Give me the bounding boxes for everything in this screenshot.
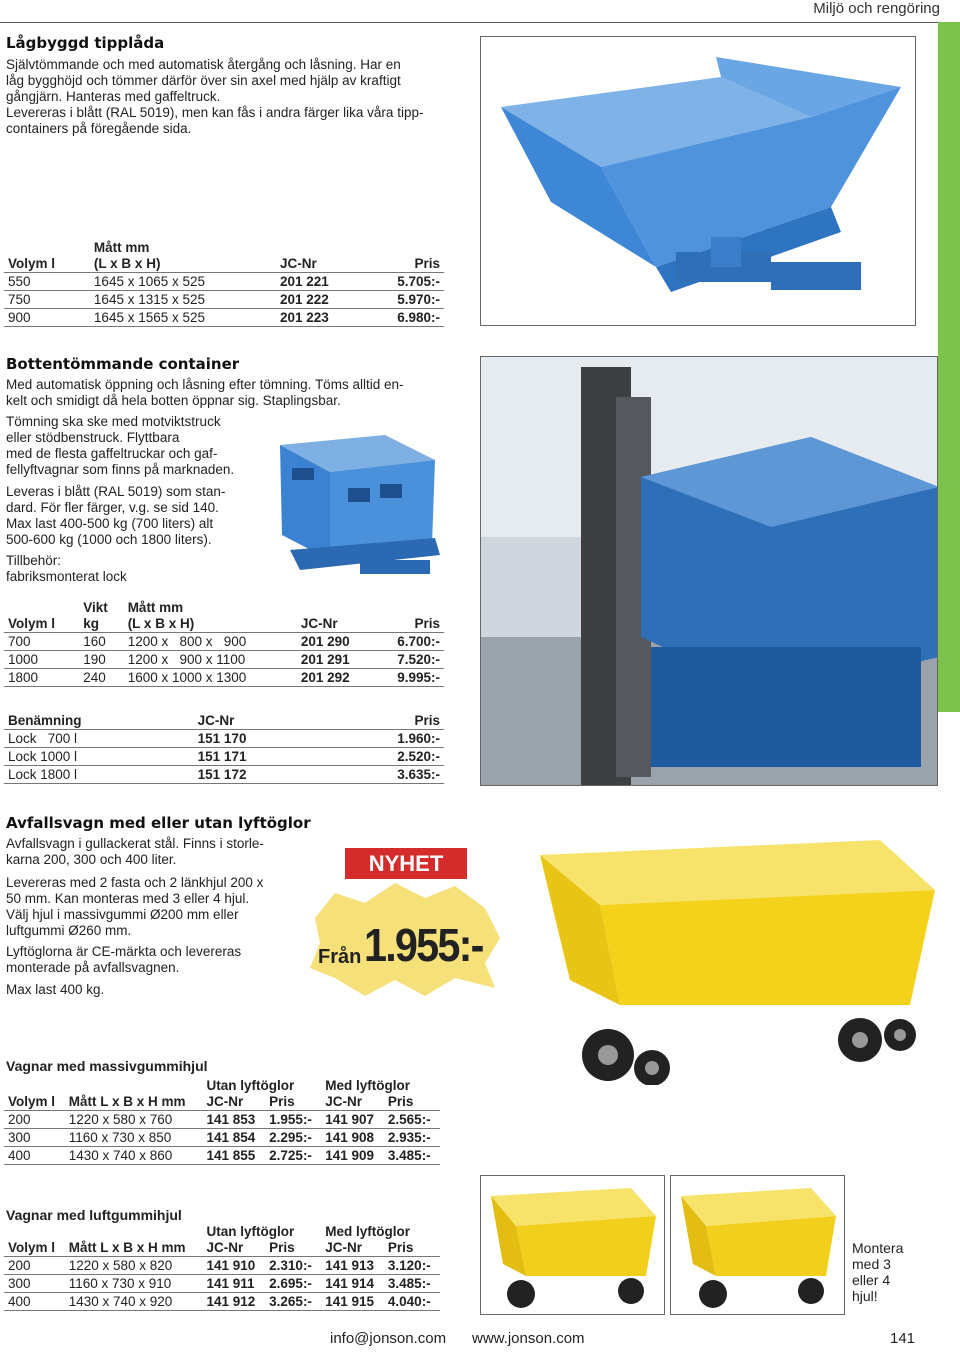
wagon-image [540,830,935,1085]
section-accent-bar [938,22,960,712]
container-title: Bottentömmande container [6,355,240,373]
cell: 300 [4,1129,65,1147]
text-line: karna 200, 300 och 400 liter. [6,852,177,867]
col-header: Pris [387,1094,414,1109]
text-line: Max last 400 kg. [6,982,105,997]
wagon-small-illustration [481,1176,665,1315]
cell: 151 172 [194,766,326,784]
cell: 2.725:- [265,1147,321,1165]
table-row [4,1111,440,1129]
table-row [4,669,444,687]
cell: 2.295:- [265,1129,321,1147]
table-row [4,730,444,748]
cell: 750 [4,291,90,309]
col-header: kg [83,616,99,631]
forklift-photo [480,356,938,786]
cell: 141 910 [202,1257,265,1275]
col-header: Mått mm [127,600,184,615]
cell: 201 221 [276,273,365,291]
wagon-paragraph-4 [6,982,284,998]
montera-note [852,1240,932,1304]
cell: 2.565:- [384,1111,440,1129]
tipbox-photo [480,36,916,326]
text-line: 500-600 kg (1000 och 1800 liters). [6,532,212,547]
text-line: Tillbehör: [6,553,62,568]
text-line: Med automatisk öppning och låsning efter tömning. Töms alltid en- [6,377,404,392]
col-header: Mått mm [93,240,150,255]
tipbox-illustration [481,37,916,326]
text-line: monterade på avfallsvagnen. [6,960,180,975]
cell: 2.695:- [265,1275,321,1293]
desc-line: containers på föregående sida. [6,121,192,136]
col-header: JC-Nr [197,713,235,728]
col-header: Pris [269,1240,295,1255]
cell: 141 909 [321,1147,384,1165]
col-header: Pris [269,1094,295,1109]
wagon-photo-small-2 [670,1175,845,1315]
cell: 141 912 [202,1293,265,1311]
wagon-title: Avfallsvagn med eller utan lyftöglor [6,814,311,832]
text-line: fabriksmonterat lock [6,569,127,584]
col-header: Volym l [8,1094,56,1109]
massiv-title: Vagnar med massivgummihjul [6,1058,208,1074]
cell: 3.265:- [265,1293,321,1311]
table-row [4,1275,440,1293]
cell: 141 913 [321,1257,384,1275]
cell: 7.520:- [375,651,444,669]
cell: 400 [4,1147,65,1165]
cell: 1200 x 800 x 900 [124,633,297,651]
lock-table [4,713,444,784]
table-row [4,1147,440,1165]
cell: 5.705:- [365,273,444,291]
cell: 141 914 [321,1275,384,1293]
cell: 1800 [4,669,79,687]
cell: 2.520:- [326,748,444,766]
text-line: luftgummi Ø260 mm. [6,923,132,938]
cell: 141 853 [202,1111,265,1129]
text-line: hjul! [852,1288,878,1304]
cell: 1160 x 730 x 850 [65,1129,203,1147]
table-row [4,633,444,651]
wagon-small-illustration [671,1176,845,1315]
col-header: Volym l [8,616,56,631]
forklift-illustration [481,357,938,786]
page-number: 141 [890,1330,916,1347]
cell: 1645 x 1565 x 525 [90,309,276,327]
group-header: Med lyftöglor [325,1224,410,1239]
tipbox-table [4,240,444,327]
text-line: eller 4 [852,1272,891,1288]
col-header: Pris [414,616,440,631]
cell: 141 908 [321,1129,384,1147]
group-header: Utan lyftöglor [206,1078,295,1093]
from-price: 1.955:- [364,919,483,971]
luft-title: Vagnar med luftgummihjul [6,1207,182,1223]
cell: 240 [79,669,123,687]
cell: 201 292 [297,669,375,687]
col-header: Pris [387,1240,414,1255]
desc-line: låg bygghöjd och tömmer därför över sin axel med hjälp av kraftigt [6,73,401,88]
table-row [4,1293,440,1311]
desc-line: Självtömmande och med automatisk återgång och låsning. Har en [6,57,401,72]
group-header: Med lyftöglor [325,1078,410,1093]
col-header: JC-Nr [300,616,338,631]
cell: 6.980:- [365,309,444,327]
cell: 1430 x 740 x 860 [65,1147,203,1165]
text-line: dard. För fler färger, v.g. se sid 140. [6,500,219,515]
container-illustration [260,420,450,590]
cell: 1600 x 1000 x 1300 [124,669,297,687]
cell: 1645 x 1065 x 525 [90,273,276,291]
cell: 1220 x 580 x 760 [65,1111,203,1129]
cell: 1160 x 730 x 910 [65,1275,203,1293]
desc-line: gångjärn. Hanteras med gaffeltruck. [6,89,221,104]
cell: Lock 700 l [4,730,194,748]
header-rule [0,22,938,23]
luft-table [4,1224,440,1311]
cell: 3.120:- [384,1257,440,1275]
wagon-paragraph-3 [6,944,284,976]
footer-email[interactable]: info@jonson.com [330,1330,447,1347]
container-paragraph-1 [6,377,446,409]
cell: 1000 [4,651,79,669]
cell: 5.970:- [365,291,444,309]
cell: 700 [4,633,79,651]
group-header: Utan lyftöglor [206,1224,295,1239]
cell: Lock 1000 l [4,748,194,766]
container-paragraph-3 [6,484,276,548]
col-header: Pris [414,713,440,728]
cell: 3.485:- [384,1147,440,1165]
massiv-table [4,1078,440,1165]
cell: 201 291 [297,651,375,669]
cell: 2.935:- [384,1129,440,1147]
table-row [4,766,444,784]
table-row [4,273,444,291]
cell: 151 171 [194,748,326,766]
container-paragraph-2 [6,414,276,478]
cell: 1645 x 1315 x 525 [90,291,276,309]
text-line: med 3 [852,1256,891,1272]
cell: 141 855 [202,1147,265,1165]
cell: 141 854 [202,1129,265,1147]
cell: 151 170 [194,730,326,748]
text-line: Tömning ska ske med motviktstruck [6,414,221,429]
text-line: med de flesta gaffeltruckar och gaf- [6,446,218,461]
col-header: JC-Nr [325,1240,362,1255]
cell: 4.040:- [384,1293,440,1311]
text-line: eller stödbenstruck. Flyttbara [6,430,180,445]
cell: 3.635:- [326,766,444,784]
col-header: JC-Nr [325,1094,362,1109]
col-header: JC-Nr [279,256,317,271]
footer-website[interactable]: www.jonson.com [472,1330,585,1347]
text-line: Avfallsvagn i gullackerat stål. Finns i storle- [6,836,264,851]
col-header: Volym l [8,256,56,271]
wagon-photo-small-1 [480,1175,665,1315]
col-header: Benämning [8,713,82,728]
cell: 6.700:- [375,633,444,651]
cell: 160 [79,633,123,651]
cell: 2.310:- [265,1257,321,1275]
cell: 1.960:- [326,730,444,748]
cell: 1220 x 580 x 820 [65,1257,203,1275]
cell: 1430 x 740 x 920 [65,1293,203,1311]
wagon-paragraph-2 [6,875,284,939]
col-header: (L x B x H) [127,616,195,631]
cell: 3.485:- [384,1275,440,1293]
desc-line: Levereras i blått (RAL 5019), men kan fås i andra färger lika våra tipp- [6,105,424,120]
col-header: JC-Nr [206,1094,244,1109]
table-row [4,309,444,327]
cell: 201 222 [276,291,365,309]
col-header: Mått L x B x H mm [68,1094,186,1109]
tipbox-title: Lågbyggd tipplåda [6,34,165,52]
cell: 141 911 [202,1275,265,1293]
section-header: Miljö och rengöring [813,0,940,17]
table-row [4,748,444,766]
text-line: Max last 400-500 kg (700 liters) alt [6,516,214,531]
cell: 200 [4,1111,65,1129]
new-badge: NYHET [345,848,467,879]
text-line: fellyftvagnar som finns på marknaden. [6,462,235,477]
text-line: 50 mm. Kan monteras med 3 eller 4 hjul. [6,891,250,906]
cell: Lock 1800 l [4,766,194,784]
cell: 190 [79,651,123,669]
cell: 900 [4,309,90,327]
cell: 300 [4,1275,65,1293]
cell: 550 [4,273,90,291]
cell: 141 915 [321,1293,384,1311]
table-row [4,291,444,309]
col-header: Pris [414,256,440,271]
from-label: Från [318,946,362,968]
wagon-illustration [540,830,935,1085]
col-header: Vikt [83,600,108,615]
tipbox-description [6,57,446,137]
col-header: (L x B x H) [93,256,161,271]
cell: 9.995:- [375,669,444,687]
cell: 201 290 [297,633,375,651]
text-line: Välj hjul i massivgummi Ø200 mm eller [6,907,239,922]
cell: 201 223 [276,309,365,327]
col-header: Mått L x B x H mm [68,1240,186,1255]
text-line: Levereras med 2 fasta och 2 länkhjul 200 x [6,875,264,890]
cell: 141 907 [321,1111,384,1129]
col-header: JC-Nr [206,1240,244,1255]
text-line: kelt och smidigt då hela botten öppnar sig. Staplingsbar. [6,393,341,408]
text-line: Leveras i blått (RAL 5019) som stan- [6,484,226,499]
container-product-image [260,420,450,590]
table-row [4,1129,440,1147]
col-header: Volym l [8,1240,56,1255]
container-paragraph-4 [6,553,276,585]
text-line: Montera [852,1240,904,1256]
wagon-paragraph-1 [6,836,284,868]
table-row [4,651,444,669]
cell: 400 [4,1293,65,1311]
cell: 1.955:- [265,1111,321,1129]
cell: 200 [4,1257,65,1275]
container-table [4,600,444,687]
text-line: Lyftöglorna är CE-märkta och levereras [6,944,242,959]
table-row [4,1257,440,1275]
cell: 1200 x 900 x 1100 [124,651,297,669]
